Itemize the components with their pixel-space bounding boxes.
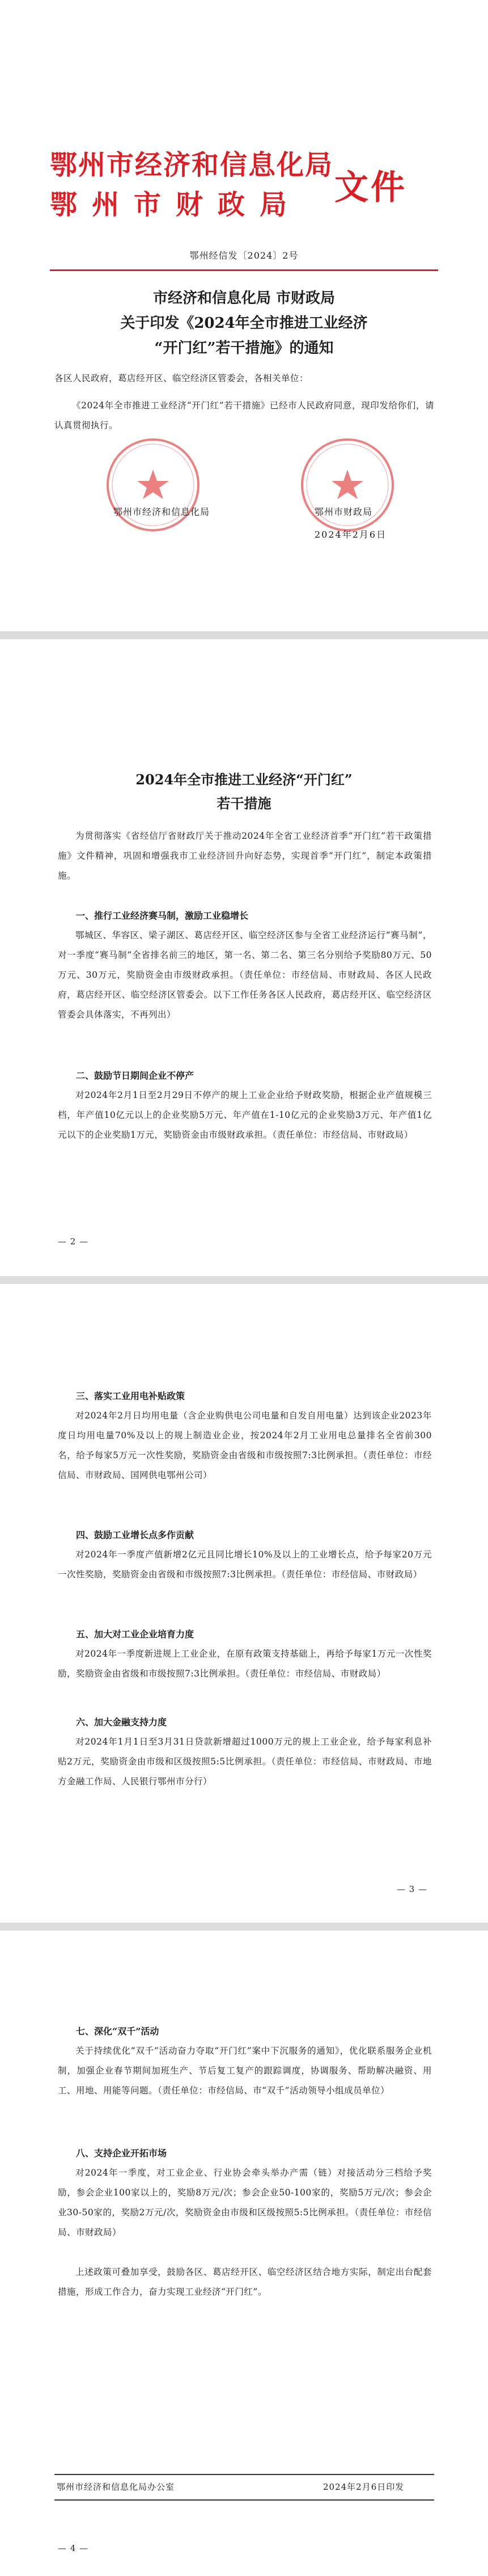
heading-7: 七、深化“双千”活动 [76,2026,159,2037]
signature-org-1: 鄂州市经济和信息化局 [113,506,210,517]
page-3 [0,1284,488,1922]
heading-3: 三、落实工业用电补贴政策 [76,1391,185,1401]
notice-title-3: “开门红”若干措施》的通知 [154,340,334,357]
page-2 [0,639,488,1276]
header-title-line1: 鄂州市经济和信息化局 [50,149,334,181]
page-4 [0,1931,488,2576]
measures-title-2: 若干措施 [217,795,271,812]
heading-2: 二、鼓励节日期间企业不停产 [76,1070,194,1081]
official-seal-1 [105,437,201,533]
paragraph-9: 上述政策可叠加享受，鼓励各区、葛店经开区、临空经济区结合地方实际，制定出台配套措施，形成工作合力，奋力实现工业经济“开门红”。 [58,2267,432,2297]
footer-rule-bottom [54,2499,434,2501]
footer-issuer: 鄂州市经济和信息化局办公室 [57,2482,175,2492]
page-number-4: — 4 — [58,2543,89,2553]
notice-date: 2024年2月6日 [315,529,387,540]
signature-org-2: 鄂州市财政局 [315,506,373,517]
paragraph-2: 对2024年2月1日至2月29日不停产的规上工业企业给予财政奖励，根据企业产值规模三档，年产值10亿元以上的企业奖励5万元、年产值在1-10亿元的企业奖励3万元、年产值1亿元以下的企业奖励1万元，奖励资金由市级财政承担。（责任单位：市经信局、市财政局） [58,1090,432,1140]
page-number-3: — 3 — [397,1884,428,1894]
heading-5: 五、加大对工业企业培育力度 [76,1629,194,1640]
page-divider-1 [0,631,488,639]
page-1 [0,0,488,630]
heading-4: 四、鼓励工业增长点多作贡献 [76,1530,194,1540]
notice-title-1: 市经济和信息化局 市财政局 [152,290,336,307]
notice-title-2: 关于印发《2024年全市推进工业经济 [120,315,368,332]
doc-number: 鄂州经信发〔2024〕2号 [189,250,299,261]
official-seal-2 [299,437,396,533]
measures-title-1: 2024年全市推进工业经济“开门红” [135,771,353,788]
measures-intro: 为贯彻落实《省经信厅省财政厅关于推动2024年全省工业经济首季“开门红”若干政策措施》文件精神，巩固和增强我市工业经济回升向好态势，实现首季“开门红”，制定本政策措施。 [58,831,432,881]
page-divider-2 [0,1276,488,1284]
header-wenjian: 文件 [334,168,407,208]
header-title-line2: 鄂州市财政局 [50,189,302,221]
paragraph-8: 对2024年一季度，对工业企业、行业协会牵头举办产需（链）对接活动分三档给予奖励，参会企业100家以上的，奖励8万元/次；参会企业50-100家的，奖励5万元/次；参会企业30-50家的，奖励2万元/次，奖励资金由市级和区级按照5:5比例承担。（责任单位：市经信局、市财政局） [58,2168,432,2237]
footer-rule-top [54,2474,434,2475]
paragraph-3: 对2024年2月日均用电量（含企业购供电公司电量和自发自用电量）达到该企业2023年度日均用电量70%及以上的规上制造业企业，按2024年2月工业用电总量排名全省前300名，给予每家5万元一次性奖励，奖励资金由省级和市级按照7:3比例承担。（责任单位：市经信局、市财政局、国网供电鄂州公司） [58,1411,432,1480]
red-rule [50,269,438,271]
footer-issue-date: 2024年2月6日印发 [323,2482,405,2492]
paragraph-7: 关于持续优化“双千”活动奋力夺取“开门红”案中下沉服务的通知》，优化联系服务企业机制，加强企业春节期间加班生产、节后复工复产的跟踪调度，协调服务、帮助解决融资、用工、用地、用能等问题。（责任单位：市经信局、市“双千”活动领导小组成员单位） [58,2046,432,2096]
page-divider-3 [0,1923,488,1931]
notice-recipients: 各区人民政府，葛店经开区、临空经济区管委会，各相关单位： [54,373,309,383]
paragraph-5: 对2024年一季度新进规上工业企业，在原有政策支持基础上，再给予每家1万元一次性奖励，奖励资金由省级和市级按照7:3比例承担。（责任单位：市经信局、市财政局） [58,1649,432,1679]
notice-body: 《2024年全市推进工业经济“开门红”若干措施》已经市人民政府同意，现印发给你们，请认真贯彻执行。 [54,400,434,430]
heading-1: 一、推行工业经济赛马制，激励工业稳增长 [76,910,249,921]
heading-8: 八、支持企业开拓市场 [76,2148,167,2159]
paragraph-1: 鄂城区、华容区、梁子湖区、葛店经开区、临空经济区参与全省工业经济运行“赛马制”，对一季度“赛马制”全省排名前三的地区，第一名、第二名、第三名分别给予奖励80万元、50万元、30万元，奖励资金由市级财政承担。（责任单位：市经信局、市财政局、各区人民政府，葛店经开区、临空经济区管委会。以下工作任务各区人民政府，葛店经开区、临空经济区管委会具体落实，不再列出） [58,930,432,1020]
heading-6: 六、加大金融支持力度 [76,1717,167,1728]
page-number-2: — 2 — [58,1236,89,1247]
paragraph-6: 对2024年1月1日至3月31日贷款新增超过1000万元的规上工业企业，给予每家利息补贴2万元，奖励资金由市级和区级按照5:5比例承担。（责任单位：市经信局、市财政局、市地方金融工作局、人民银行鄂州市分行） [58,1737,432,1787]
paragraph-4: 对2024年一季度产值新增2亿元且同比增长10%及以上的工业增长点，给予每家20万元一次性奖励，奖励资金由省级和市级按照7:3比例承担。（责任单位：市经信局、市财政局） [58,1549,432,1580]
